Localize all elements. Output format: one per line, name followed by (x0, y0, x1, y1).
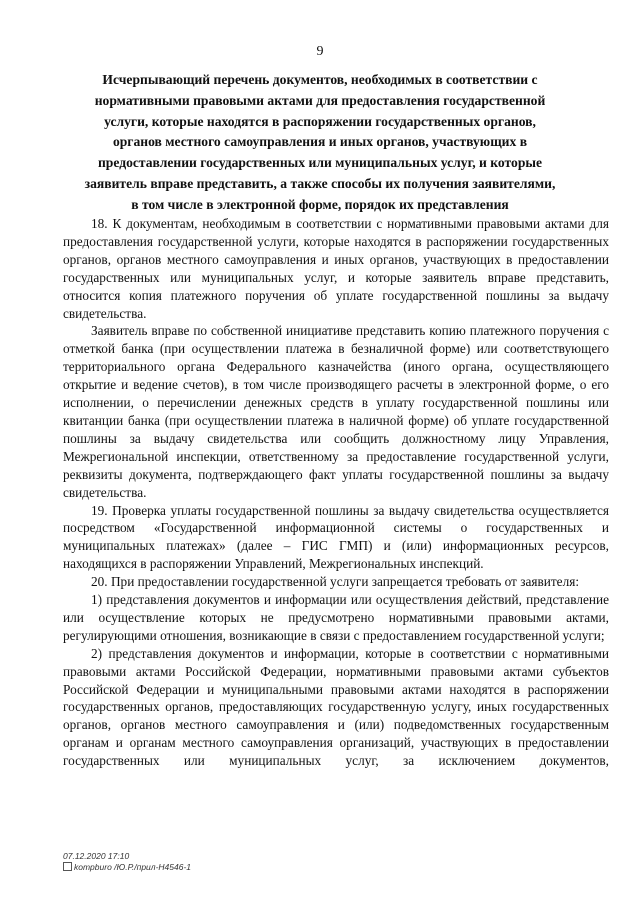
paragraph-applicant-right: Заявитель вправе по собственной инициативе представить копию платежного поручения с отметкой банка (при осуществлении платежа в безналичной форме) или соответствующего территориального органа Федерального казначейства (иного органа, осуществляющего открытие и ведение счетов), в том числе производящего расчеты в электронной форме, о его исполнении, о перечислении денежных средств в уплату государственной пошлины или квитанции банка (при осуществлении платежа в наличной форме) об уплате государственной пошлины за выдачу свидетельства или сообщить должностному лицу Управления, Межрегиональной инспекции, ответственному за предоставление государственной услуги, реквизиты документа, подтверждающего факт уплаты государственной пошлины за выдачу свидетельства. (63, 323, 609, 500)
footer-path-line (63, 862, 191, 873)
paragraph-18: 18. К документам, необходимым в соответствии с нормативными правовыми актами для предоставления государственной услуги, которые находятся в распоряжении государственных органов, органов местного самоуправления и иных органов, участвующих в предоставлении государственных или муниципальных услуг, и которые заявитель вправе представить, относится копия платежного поручения об уплате государственной пошлины за выдачу свидетельства. (63, 216, 609, 321)
paragraph-20-item-1: 1) представления документов и информации или осуществления действий, представление или осуществление которых не предусмотрено нормативными правовыми актами, регулирующими отношения, возникающие в связи с предоставлением государственной услуги; (63, 592, 609, 643)
paragraph-19: 19. Проверка уплаты государственной пошлины за выдачу свидетельства осуществляется посредством «Государственной информационной системы о государственных и муниципальных платежах» (далее – ГИС ГМП) и (или) информационных ресурсов, находящихся в распоряжении Управлений, Межрегиональных инспекций. (63, 502, 609, 572)
page-number: 9 (316, 44, 324, 59)
paragraph-20: 20. При предоставлении государственной услуги запрещается требовать от заявителя: (91, 574, 580, 590)
footer-timestamp: 07.12.2020 17:10 (63, 851, 130, 861)
section-heading: Исчерпывающий перечень документов, необходимых в соответствии с нормативными правовыми актами для предоставления государственной услуги, которые находятся в распоряжении государственных органов, органов местного самоуправления и иных органов, участвующих в предоставлении государственных или муниципальных услуг, и которые заявитель вправе представить, а также способы их получения заявителями, в том числе в электронной форме, порядок их представления (84, 72, 556, 212)
document-icon (63, 862, 72, 871)
paragraph-20-item-2: 2) представления документов и информации, которые в соответствии с нормативными правовыми актами Российской Федерации, нормативными правовыми актами субъектов Российской Федерации и муниципальными правовыми актами находятся в распоряжении государственных органов, предоставляющих государственную услугу, иных государственных органов, органов местного самоуправления и (или) подведомственных государственным органам и органам местного самоуправления организаций, участвующих в предоставлении государственных или муниципальных услуг, за исключением документов, (63, 645, 609, 769)
document-body (63, 215, 609, 770)
document-footer (63, 851, 191, 873)
footer-path: kompburo /Ю.Р./прил-Н4546-1 (74, 862, 192, 872)
